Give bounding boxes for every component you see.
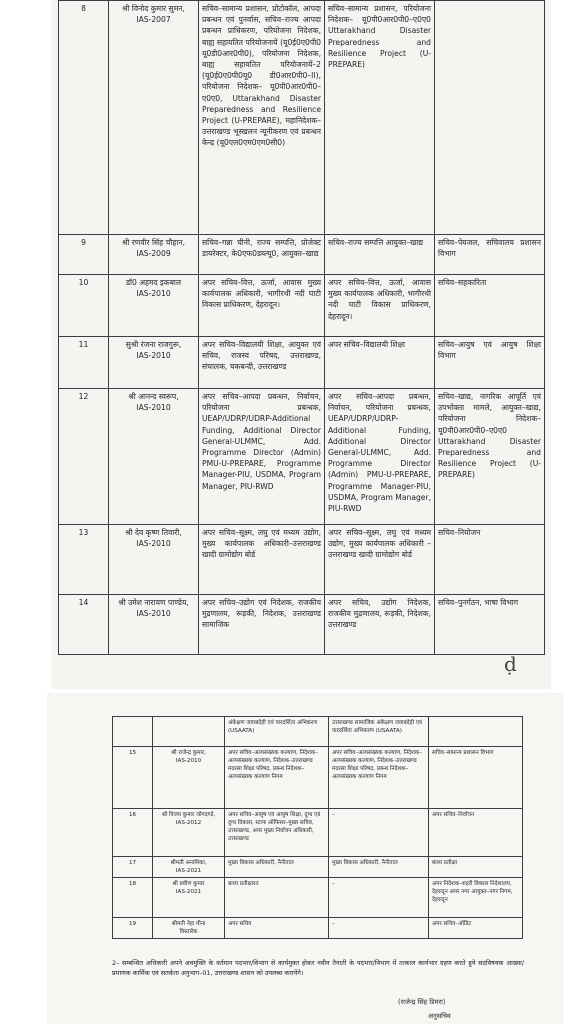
signatory-designation: अनुसचिव bbox=[428, 1012, 451, 1020]
officer-batch: IAS-2007 bbox=[136, 15, 171, 25]
serial-number-cell: 11 bbox=[59, 337, 109, 389]
officer-name-cell bbox=[109, 595, 199, 655]
current-posting-cell: अपर सचिव bbox=[225, 918, 329, 939]
retained-posting-cell: अपर सचिव–वित्त, ऊर्जा, आवास मुख्य कार्यपालक अधिकारी, भागीरथी नदी घाटी विकास प्राधिकरण, देहरादून। bbox=[325, 275, 435, 337]
serial-number-cell: 8 bbox=[59, 1, 109, 235]
new-posting-cell: सचिव–सहकारिता bbox=[435, 275, 545, 337]
initials-mark: ḍ bbox=[504, 652, 517, 676]
serial-number-cell: 18 bbox=[113, 878, 153, 918]
current-posting-cell: अपर सचिव–वित्त, ऊर्जा, आवास मुख्य कार्यपालक अधिकारी, भागीरथी नदी घाटी विकास प्राधिकरण, देहरादून। bbox=[199, 275, 325, 337]
officer-batch: IAS-2012 bbox=[175, 820, 202, 826]
officer-name: श्री राजेन्द्र कुमार, bbox=[171, 750, 206, 756]
current-posting-cell: सचिव–गन्ना चीनी, राज्य सम्पत्ति, प्रोजेक्ट डायरेक्टर, के0एफ0डब्ल्यू0, आयुक्त–खाद्य bbox=[199, 235, 325, 275]
officer-name: श्रीमती अनामिका, bbox=[170, 860, 207, 866]
officer-batch: IAS-2010 bbox=[136, 609, 171, 619]
new-posting-cell bbox=[429, 717, 523, 747]
table-row bbox=[59, 1, 545, 235]
serial-number-cell: 14 bbox=[59, 595, 109, 655]
officer-batch: IAS-2010 bbox=[175, 758, 202, 764]
new-posting-cell: अपर निदेशक–शहरी विकास निदेशालय, देहरादून अपर नगर आयुक्त–नगर निगम, देहरादून bbox=[429, 878, 523, 918]
retained-posting-cell: अपर सचिव–विद्यालयी शिक्षा bbox=[325, 337, 435, 389]
retained-posting-cell: उत्तराखण्ड सामाजिक अंकेक्षण जवाबदेही एवं पारदर्शिता अभिकरण (USAATA) bbox=[329, 717, 429, 747]
officer-name: श्री देव कृष्ण तिवारी, bbox=[125, 528, 182, 537]
officer-name-cell bbox=[109, 389, 199, 525]
new-posting-cell: अपर सचिव–निर्वाचन bbox=[429, 809, 523, 857]
current-posting-cell: सचिव–सामान्य प्रशासन, प्रोटोकॉल, आपदा प्रबन्धन एवं पुनर्वास, सचिव–राज्य आपदा प्रबन्धन प्राधिकरण, परियोजना निदेशक, बाह्य सहायतित परियोजनायें (यू0ई0ए0पी0 यू0डी0आर0पी0), परियोजना निदेशक, बाह्य सहायतित परियोजनायें–2 (यू0ई0ए0पी0यू0 डी0आर0पी0–II), परियोजना निदेशक– यू0पी0आर0पी0–ए0ए0, Uttarakhand Disaster Preparedness and Resilience Project (U-PREPARE), महानिदेशक– उत्तराखण्ड भूस्खलन न्यूनीकरण एवं प्रबन्धन केन्द्र (यू0एल0एम0एम0सी0) bbox=[199, 1, 325, 235]
officer-name-cell bbox=[153, 857, 225, 878]
serial-number-cell: 16 bbox=[113, 809, 153, 857]
table-row bbox=[59, 525, 545, 595]
serial-number-cell: 9 bbox=[59, 235, 109, 275]
officer-transfer-table-page-1 bbox=[58, 0, 545, 655]
retained-posting-cell: सचिव–सामान्य प्रशासन, परियोजना निदेशक– यू0पी0आर0पी0–ए0ए0 Uttarakhand Disaster Preparedness and Resilience Project (U-PREPARE) bbox=[325, 1, 435, 235]
serial-number-cell: 17 bbox=[113, 857, 153, 878]
new-posting-cell: सचिव–खाद्य, नागरिक आपूर्ति एवं उपभोक्ता मामले, आयुक्त–खाद्य, परियोजना निदेशक– यू0पी0आर0पी0–ए0ए0 Uttarakhand Disaster Preparedness and Resilience Project (U-PREPARE) bbox=[435, 389, 545, 525]
current-posting-cell: अपर सचिव–विद्यालयी शिक्षा, आयुक्त एवं सचिव, राजस्व परिषद, उत्तराखण्ड, संचालक, चकबन्दी, उत्तराखण्ड bbox=[199, 337, 325, 389]
new-posting-cell: सचिव–पेयजल, सचिवालय प्रशासन विभाग bbox=[435, 235, 545, 275]
serial-number-cell bbox=[113, 717, 153, 747]
new-posting-cell: सचिव–आयुष एवं आयुष शिक्षा विभाग bbox=[435, 337, 545, 389]
current-posting-cell: बाध्य प्रतीक्षारत bbox=[225, 878, 329, 918]
serial-number-cell: 13 bbox=[59, 525, 109, 595]
officer-batch: IAS-2021 bbox=[175, 868, 202, 874]
officer-name: श्री विनोद कुमार सुमन, bbox=[122, 4, 185, 13]
officer-name: श्री उमेश नारायण पाण्डेय, bbox=[118, 598, 189, 607]
table-row bbox=[59, 235, 545, 275]
retained-posting-cell: – bbox=[329, 809, 429, 857]
current-posting-cell: अपर सचिव–उद्योग एवं निदेशक, राजकीय मुद्रणालय, रूड़की, निदेशक, उत्तराखण्ड सामाजिक bbox=[199, 595, 325, 655]
officer-name-cell bbox=[109, 1, 199, 235]
officer-name-cell bbox=[153, 747, 225, 809]
officer-batch: IAS-2010 bbox=[136, 539, 171, 549]
new-posting-cell: सचिव–सामान्य प्रशासन विभाग bbox=[429, 747, 523, 809]
officer-name: श्री रणवीर सिंह चौहान, bbox=[121, 238, 186, 247]
retained-posting-cell: सचिव–राज्य सम्पत्ति आयुक्त–खाद्य bbox=[325, 235, 435, 275]
officer-name-cell bbox=[153, 717, 225, 747]
officer-name-cell bbox=[109, 235, 199, 275]
officer-name-cell bbox=[109, 275, 199, 337]
retained-posting-cell: अपर सचिव, उद्योग निदेशक, राजकीय मुद्रणालय, रूड़की, निदेशक, उत्तराखण्ड bbox=[325, 595, 435, 655]
table-row bbox=[113, 918, 523, 939]
officer-batch: IAS-2010 bbox=[136, 351, 171, 361]
current-posting-cell: अपर सचिव–आयुष एवं आयुष शिक्षा, दुग्ध एवं दुग्ध विकास, स्टाफ ऑफिसर–मुख्य सचिव, उत्तराखण्ड, अपर मुख्य निर्वाचन अधिकारी, उत्तराखण्ड bbox=[225, 809, 329, 857]
current-posting-cell: अपर सचिव–सूक्ष्म, लघु एवं मध्यम उद्योग, मुख्य कार्यपालक अधिकारी–उत्तराखण्ड खादी ग्रामोद्योग बोर्ड bbox=[199, 525, 325, 595]
table-row bbox=[59, 337, 545, 389]
officer-batch: IAS-2021 bbox=[175, 889, 202, 895]
current-posting-cell: मुख्य विकास अधिकारी, नैनीताल bbox=[225, 857, 329, 878]
officer-name-cell bbox=[153, 878, 225, 918]
officer-transfer-table-page-2 bbox=[112, 716, 523, 939]
retained-posting-cell: अपर सचिव–सूक्ष्म, लघु एवं मध्यम उद्योग, मुख्य कार्यपालक अधिकारी –उत्तराखण्ड खादी ग्रामोद्योग बोर्ड bbox=[325, 525, 435, 595]
officer-batch: IAS-2009 bbox=[136, 249, 171, 259]
officer-name: श्री प्रवीण कुमार bbox=[172, 881, 205, 887]
table-row bbox=[113, 857, 523, 878]
officer-name: श्री विजय कुमार जोगदण्डे, bbox=[161, 812, 216, 818]
officer-batch: IAS-2010 bbox=[136, 289, 171, 299]
serial-number-cell: 12 bbox=[59, 389, 109, 525]
new-posting-cell: अपर सचिव–ऑडिट bbox=[429, 918, 523, 939]
retained-posting-cell: – bbox=[329, 918, 429, 939]
serial-number-cell: 15 bbox=[113, 747, 153, 809]
current-posting-cell: अपर सचिव–आपदा प्रबन्धन, निर्वाचन, परियोजना प्रबन्धक, UEAP/UDRP/UDRP-Additional Funding, Additional Director General-ULMMC, Add. Programme Director (Admin) PMU-U-PREPARE, Programme Manager-PIU, USDMA, Program Manager, PIU-RWD bbox=[199, 389, 325, 525]
document-page-1 bbox=[52, 0, 550, 688]
officer-name-cell bbox=[109, 337, 199, 389]
officer-name: श्री आनन्द स्वरूप, bbox=[128, 392, 179, 401]
current-posting-cell: अंकेक्षण जवाबदेही एवं पारदर्शिता अभिकरण (USAATA) bbox=[225, 717, 329, 747]
new-posting-cell: बाध्य प्रतीक्षा bbox=[429, 857, 523, 878]
table-row bbox=[59, 275, 545, 337]
current-posting-cell: अपर सचिव–अल्पसंख्यक कल्याण, निदेशक–अल्पसंख्यक कल्याण, निदेशक–उत्तराखण्ड मदरसा शिक्षा परिषद, प्रबन्ध निदेशक–अल्पसंख्यक कल्याण निगम bbox=[225, 747, 329, 809]
new-posting-cell: सचिव–पुनर्गठन, भाषा विभाग bbox=[435, 595, 545, 655]
table-row bbox=[113, 878, 523, 918]
officer-name-cell bbox=[109, 525, 199, 595]
serial-number-cell: 10 bbox=[59, 275, 109, 337]
instruction-paragraph: 2– सम्बन्धित अधिकारी अपने अवमुक्ति के वर्तमान पदभार/विभाग से कार्यमुक्त होकर नवीन तैनाती के पदभार/विभाग में तत्काल कार्यभार ग्रहण करते हुये सदविषयक आख्या/प्रमाणक कार्मिक एवं सतर्कता अनुभाग–01, उत्तराखण्ड शासन को उपलब्ध करायेंगे। bbox=[112, 959, 524, 977]
new-posting-cell bbox=[435, 1, 545, 235]
officer-name: सुश्री रंजना राजगुरू, bbox=[125, 340, 182, 349]
officer-name-cell bbox=[153, 918, 225, 939]
document-page-2 bbox=[48, 694, 562, 1024]
retained-posting-cell: अपर सचिव–अल्पसंख्यक कल्याण, निदेशक–अल्पसंख्यक कल्याण, निदेशक–उत्तराखण्ड मदरसा शिक्षा परिषद, प्रबन्ध निदेशक–अल्पसंख्यक कल्याण निगम bbox=[329, 747, 429, 809]
new-posting-cell: सचिव–नियोजन bbox=[435, 525, 545, 595]
table-row bbox=[59, 389, 545, 525]
officer-batch: IAS-2010 bbox=[136, 403, 171, 413]
table-row bbox=[113, 717, 523, 747]
retained-posting-cell: अपर सचिव–आपदा प्रबन्धन, निर्वाचन, परियोजना प्रबन्धक, UEAP/UDRP/UDRP-Additional Funding, Additional Director General-ULMMC, Add. Programme Director (Admin) PMU-U-PREPARE, Programme Manager-PIU, USDMA, Program Manager, PIU-RWD bbox=[325, 389, 435, 525]
table-row bbox=[113, 809, 523, 857]
table-row bbox=[113, 747, 523, 809]
officer-name: श्रीमती नेहा मीना bbox=[171, 921, 206, 927]
retained-posting-cell: मुख्य विकास अधिकारी, नैनीताल bbox=[329, 857, 429, 878]
table-row bbox=[59, 595, 545, 655]
signatory-name: (राजेन्द्र सिंह डिमरा) bbox=[398, 998, 446, 1006]
serial-number-cell: 19 bbox=[113, 918, 153, 939]
officer-name-cell bbox=[153, 809, 225, 857]
retained-posting-cell: – bbox=[329, 878, 429, 918]
officer-batch: विस्तारेक bbox=[179, 929, 198, 935]
officer-name: डॉ0 अहमद इकबाल bbox=[125, 278, 182, 287]
